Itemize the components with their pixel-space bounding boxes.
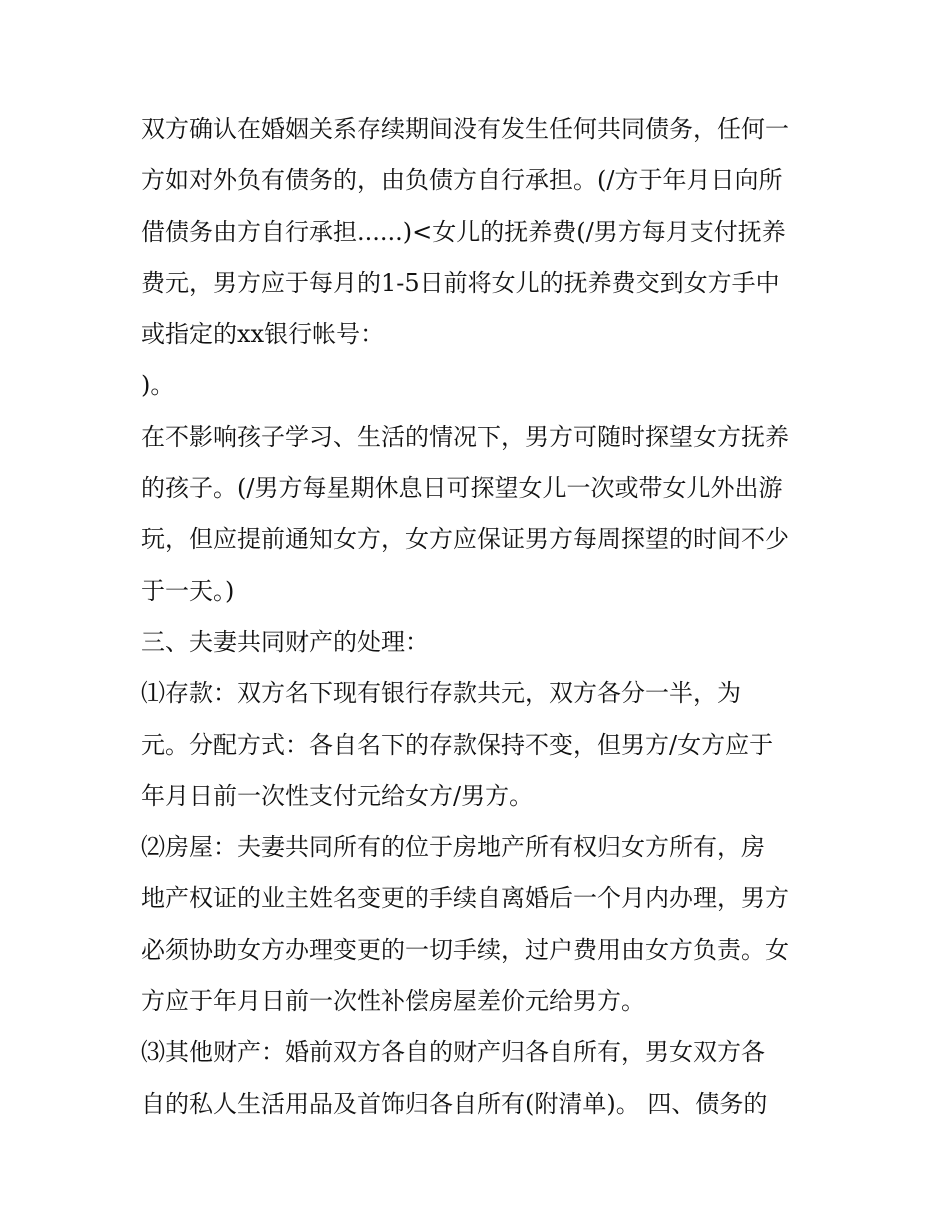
text-line: 方应于年月日前一次性补偿房屋差价元给男方。 xyxy=(141,987,645,1016)
agreement-text xyxy=(141,104,821,1130)
text-line: 必须协助女方办理变更的一切手续，过户费用由女方负责。女 xyxy=(141,935,789,964)
text-line: 费元，男方应于每月的1-5日前将女儿的抚养费交到女方手中 xyxy=(141,268,780,297)
text-line: 地产权证的业主姓名变更的手续自离婚后一个月内办理，男方 xyxy=(141,884,789,913)
text-line: 或指定的xx银行帐号： xyxy=(141,320,385,349)
text-line: 玩，但应提前通知女方，女方应保证男方每周探望的时间不少 xyxy=(141,525,789,554)
text-line: ⑴存款：双方名下现有银行存款共元，双方各分一半，为 xyxy=(141,679,741,708)
text-line: ⑶其他财产：婚前双方各自的财产归各自所有，男女双方各 xyxy=(141,1038,765,1067)
text-line: ⑵房屋：夫妻共同所有的位于房地产所有权归女方所有，房 xyxy=(141,833,765,862)
text-line: 自的私人生活用品及首饰归各自所有(附清单)。 四、债务的 xyxy=(141,1089,768,1118)
text-line: 的孩子。(/男方每星期休息日可探望女儿一次或带女儿外出游 xyxy=(141,474,783,503)
text-line: )。 xyxy=(141,371,175,400)
text-line: 年月日前一次性支付元给女方/男方。 xyxy=(141,781,534,810)
text-line: 于一天。) xyxy=(141,576,235,605)
text-line: 在不影响孩子学习、生活的情况下，男方可随时探望女方抚养 xyxy=(141,422,789,451)
section-heading: 三、夫妻共同财产的处理： xyxy=(141,627,429,656)
text-line: 双方确认在婚姻关系存续期间没有发生任何共同债务，任何一 xyxy=(141,115,789,143)
text-line: 元。分配方式：各自名下的存款保持不变，但男方/女方应于 xyxy=(141,730,774,759)
text-line: 方如对外负有债务的，由负债方自行承担。(/方于年月日向所 xyxy=(141,166,783,195)
text-line: 借债务由方自行承担......)<女儿的抚养费(/男方每月支付抚养 xyxy=(141,217,786,246)
